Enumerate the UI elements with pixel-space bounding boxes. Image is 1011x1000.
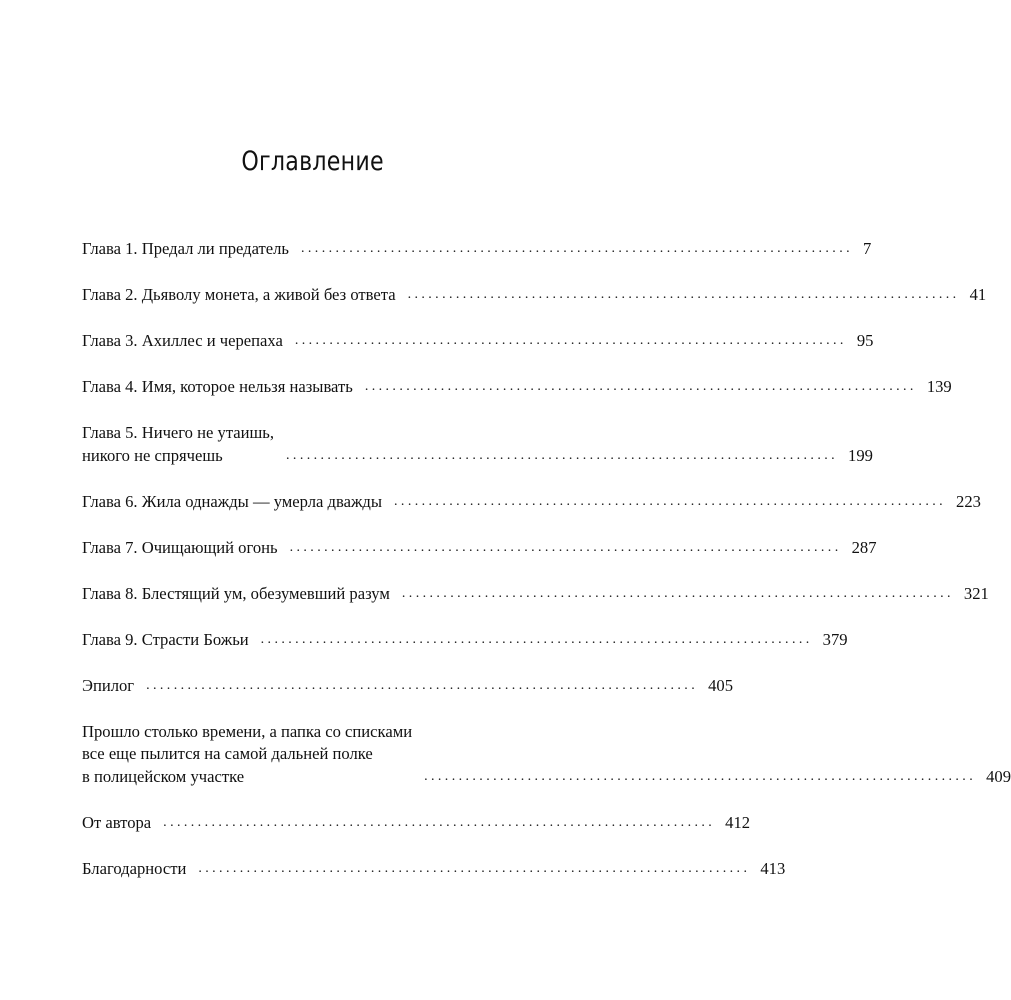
dot-leader: ................................................................................ [146, 677, 699, 693]
toc-entry-page: 405 [708, 675, 733, 695]
toc-entry-page: 379 [822, 629, 848, 649]
dot-leader: ................................................................................ [198, 860, 751, 876]
toc-entry-page: 139 [926, 377, 952, 396]
dot-leader: ................................................................................ [401, 585, 954, 601]
toc-entry-page: 199 [848, 445, 873, 465]
toc-entry [82, 629, 848, 652]
toc-entry [82, 812, 751, 835]
toc-entry-page: 7 [863, 239, 872, 258]
toc-entry-title: От автора [82, 812, 152, 832]
dot-leader: ................................................................................ [301, 241, 853, 256]
toc-entry [82, 422, 873, 467]
toc-entry-title: Глава 7. Очищающий огонь [82, 537, 278, 557]
toc-entry [82, 238, 872, 261]
toc-entry [82, 376, 952, 399]
dot-leader: ................................................................................ [289, 539, 842, 555]
toc-entry-title: Прошло столько времени, а папка со списками все еще пылится на самой дальней полке в полицейском участке [82, 721, 413, 786]
dot-leader: ................................................................................ [394, 493, 947, 509]
toc-entry-title: Глава 2. Дьяволу монета, а живой без ответа [82, 285, 396, 304]
page-title: Оглавление [241, 146, 384, 177]
toc-entry-page: 321 [963, 583, 989, 603]
toc-entry [82, 491, 981, 514]
toc-entry [82, 537, 877, 560]
toc-entry-title: Глава 3. Ахиллес и черепаха [82, 331, 283, 350]
toc-entry-page: 41 [969, 285, 987, 304]
toc-entry [82, 583, 989, 606]
toc-entry-title: Благодарности [82, 858, 187, 878]
toc-entry [82, 858, 786, 881]
dot-leader: ................................................................................ [260, 631, 813, 647]
dot-leader: ................................................................................ [424, 768, 977, 784]
toc-entry-title: Глава 6. Жила однажды — умерла дважды [82, 491, 383, 511]
toc-entry-title: Глава 9. Страсти Божьи [82, 629, 249, 649]
toc-entry-page: 287 [851, 537, 877, 557]
dot-leader: ................................................................................ [294, 333, 847, 348]
dot-leader: ................................................................................ [364, 379, 917, 394]
toc-entry-page: 95 [856, 331, 874, 350]
dot-leader: ................................................................................ [163, 814, 716, 830]
toc-entry-title: Глава 4. Имя, которое нельзя называть [82, 377, 353, 396]
table-of-contents [82, 238, 1011, 880]
toc-entry-title: Эпилог [82, 675, 135, 695]
toc-entry-page: 409 [986, 766, 1011, 786]
toc-entry-page: 412 [725, 812, 751, 832]
dot-leader: ................................................................................ [286, 447, 839, 463]
toc-entry [82, 330, 874, 353]
dot-leader: ................................................................................ [407, 287, 960, 302]
toc-entry-page: 413 [760, 858, 786, 878]
toc-entry-title: Глава 1. Предал ли предатель [82, 239, 289, 258]
toc-entry-title: Глава 8. Блестящий ум, обезумевший разум [82, 583, 390, 603]
toc-entry-page: 223 [956, 491, 981, 511]
toc-entry [82, 284, 987, 307]
toc-entry-title: Глава 5. Ничего не утаишь, никого не спрячешь [82, 423, 275, 465]
toc-entry [82, 721, 1011, 789]
toc-entry [82, 675, 733, 698]
